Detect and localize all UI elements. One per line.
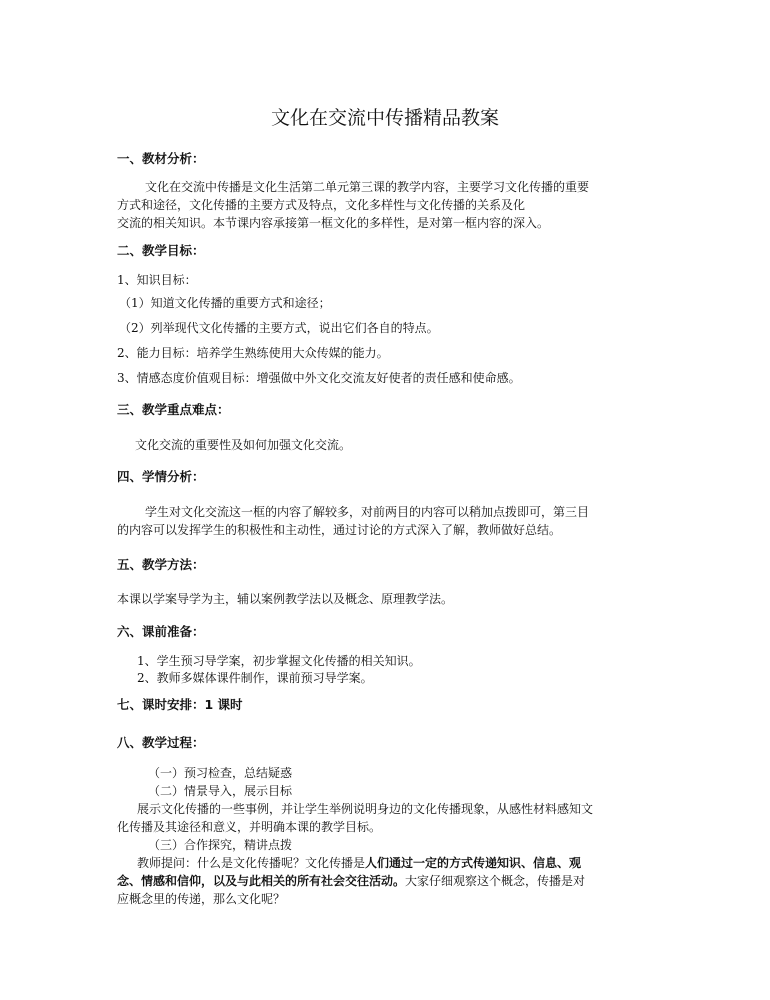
question-text: 教师提问：什么是文化传播呢？文化传播是	[137, 856, 366, 870]
paragraph-line: 展示文化传播的一些事例，并让学生举例说明身边的文化传播现象，从感性材料感知文	[137, 802, 594, 816]
paragraph-line	[117, 872, 585, 890]
step-label: （二）情景导入，展示目标	[148, 784, 293, 798]
heading-teaching-process: 八、教学过程：	[117, 735, 205, 750]
step-label: （三）合作探究，精讲点拨	[148, 838, 293, 852]
step-label: （一）预习检查，总结疑惑	[148, 766, 293, 780]
paragraph-line: 文化在交流中传播是文化生活第二单元第三课的教学内容，主要学习文化传播的重要	[145, 180, 590, 194]
paragraph-line: 化传播及其途径和意义，并明确本课的教学目标。	[117, 820, 382, 834]
heading-teaching-goals: 二、教学目标：	[117, 243, 205, 258]
heading-class-hours: 七、课时安排：1 课时	[117, 697, 243, 712]
paragraph-line: 的内容可以发挥学生的积极性和主动性，通过讨论的方式深入了解，教师做好总结。	[117, 523, 562, 537]
document-title: 文化在交流中传播精品教案	[270, 107, 499, 129]
paragraph-line: 应概念里的传递，那么文化呢？	[117, 892, 286, 906]
list-item: 1、知识目标：	[117, 273, 197, 287]
heading-student-analysis: 四、学情分析：	[117, 469, 205, 484]
list-item: 2、教师多媒体课件制作，课前预习导学案。	[137, 671, 373, 685]
list-item: （1）知道文化传播的重要方式和途径；	[119, 296, 331, 310]
paragraph-line: 交流的相关知识。本节课内容承接第一框文化的多样性，是对第一框内容的深入。	[117, 216, 550, 230]
paragraph-line: 本课以学案导学为主，辅以案例教学法以及概念、原理教学法。	[117, 592, 454, 606]
heading-teaching-methods: 五、教学方法：	[117, 557, 205, 572]
list-item: 3、情感态度价值观目标：增强做中外文化交流友好使者的责任感和使命感。	[117, 371, 521, 385]
paragraph-line	[137, 854, 581, 872]
heading-preparation: 六、课前准备：	[117, 624, 205, 639]
paragraph-line: 文化交流的重要性及如何加强文化交流。	[135, 438, 352, 452]
paragraph-line: 方式和途径，文化传播的主要方式及特点，文化多样性与文化传播的关系及化	[117, 198, 526, 212]
definition-bold-text: 念、情感和信仰，以及与此相关的所有社会交往活动。	[117, 874, 406, 888]
list-item: 1、学生预习导学案，初步掌握文化传播的相关知识。	[137, 654, 421, 668]
question-text: 大家仔细观察这个概念，传播是对	[405, 874, 586, 888]
heading-key-points: 三、教学重点难点：	[117, 402, 230, 417]
heading-textbook-analysis: 一、教材分析：	[117, 151, 205, 166]
definition-bold-text: 人们通过一定的方式传递知识、信息、观	[365, 856, 582, 870]
paragraph-line: 学生对文化交流这一框的内容了解较多，对前两目的内容可以稍加点拨即可，第三目	[145, 505, 590, 519]
list-item: （2）列举现代文化传播的主要方式，说出它们各自的特点。	[119, 321, 439, 335]
list-item: 2、能力目标：培养学生熟练使用大众传媒的能力。	[117, 346, 389, 360]
